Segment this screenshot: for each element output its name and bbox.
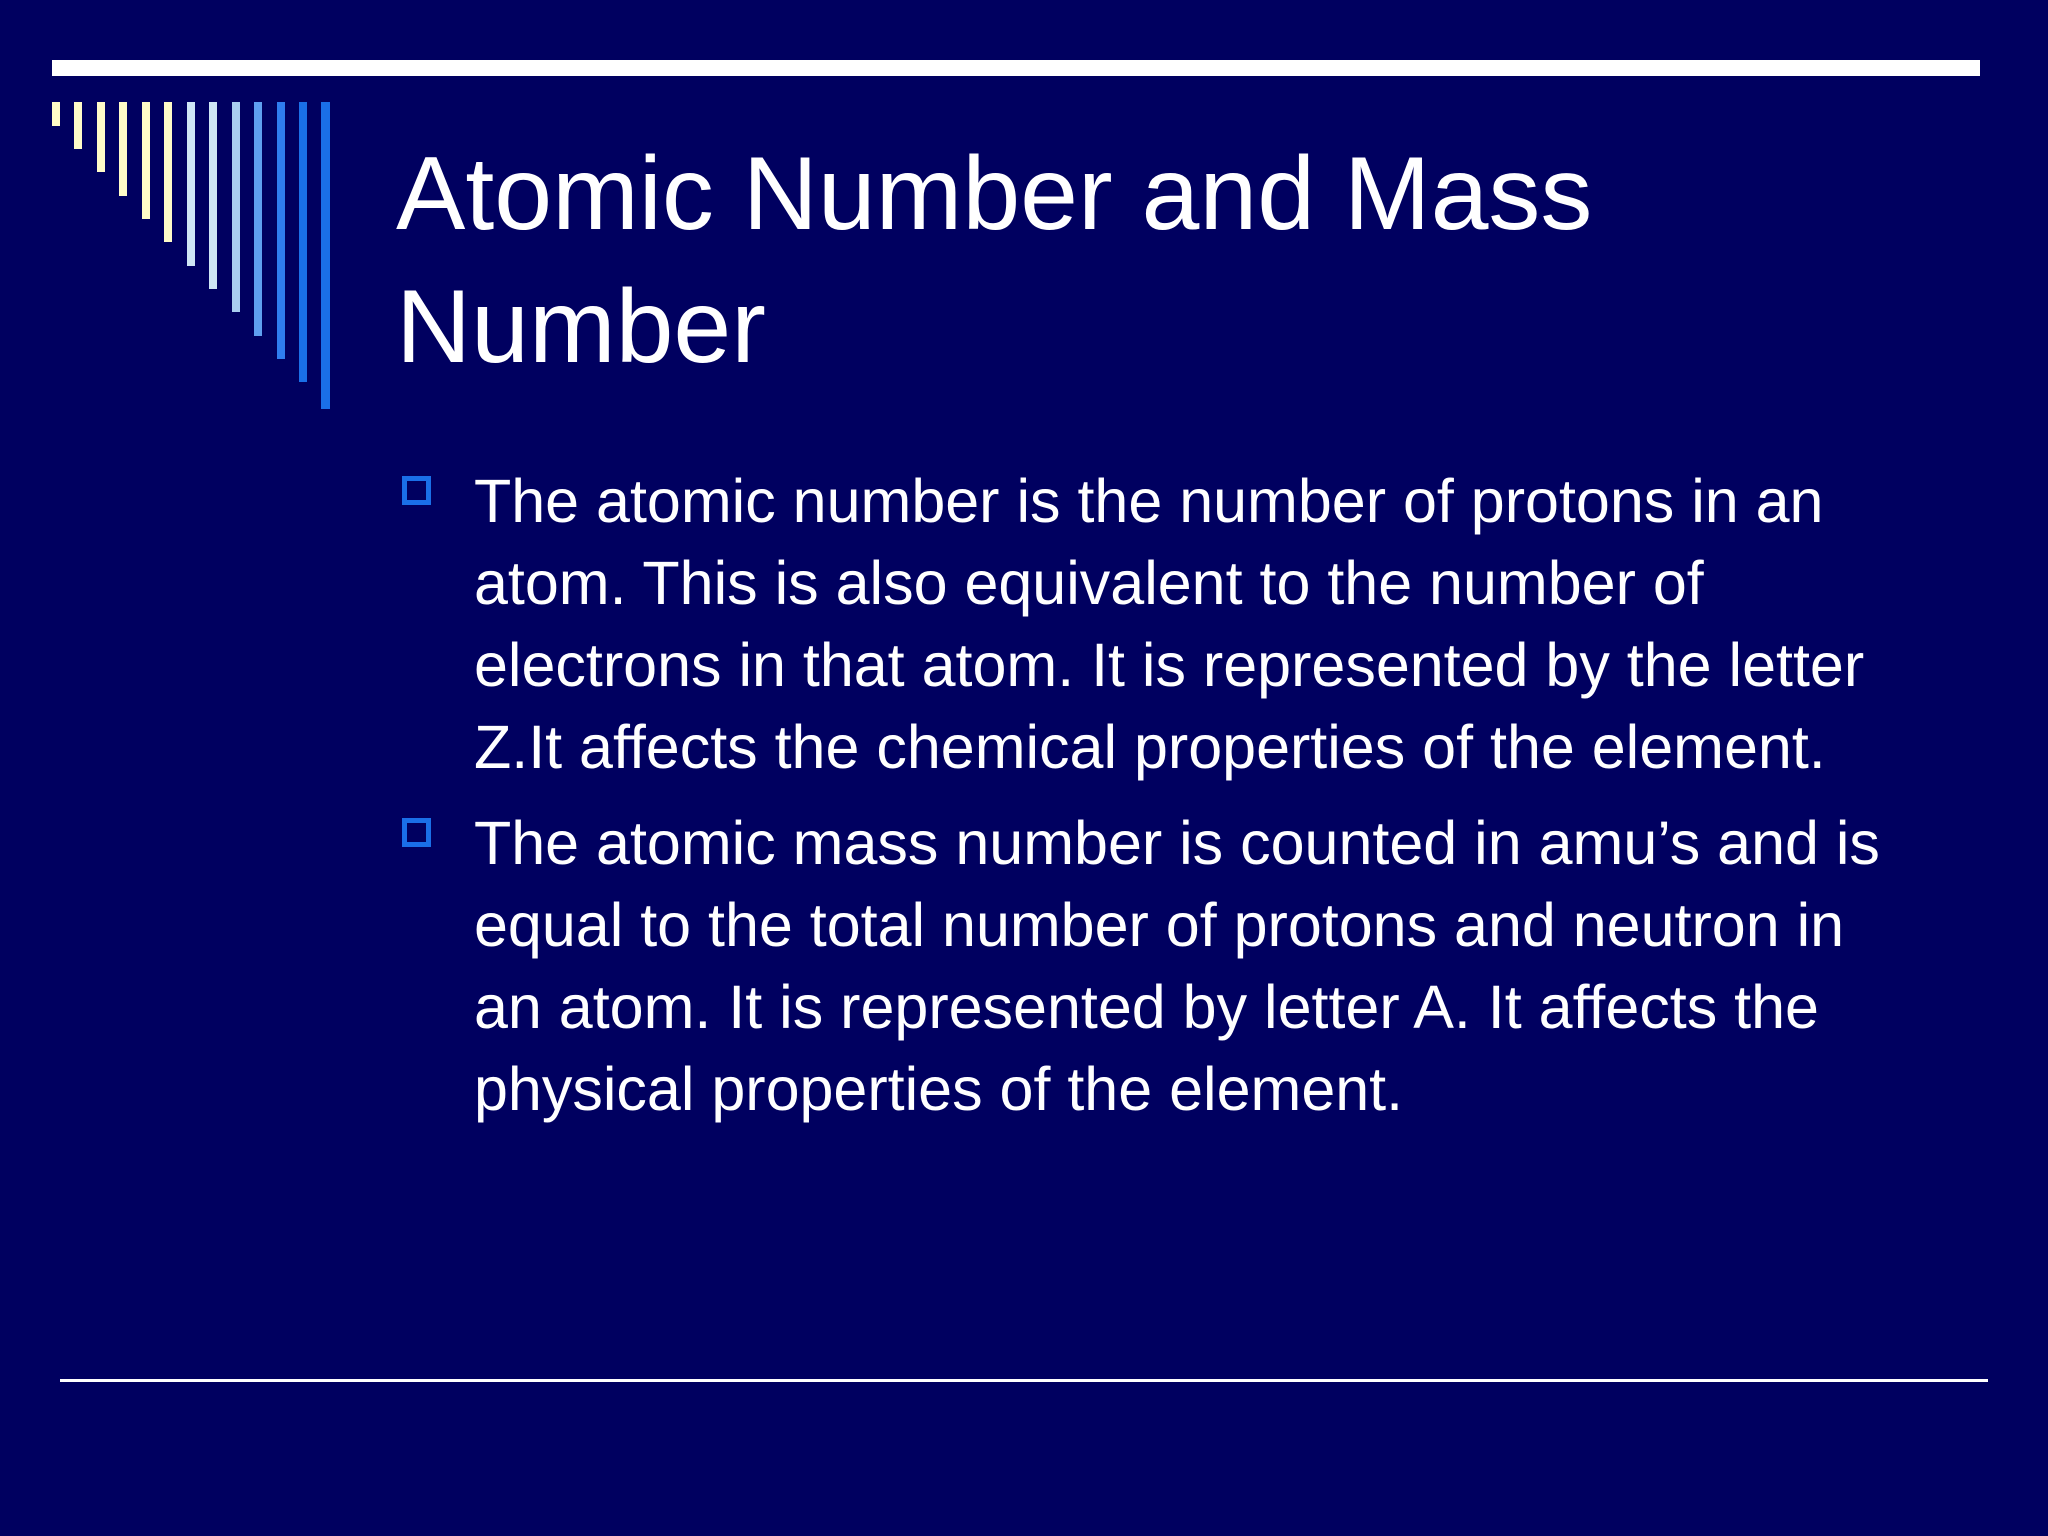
- stripe: [142, 102, 150, 219]
- stripe: [254, 102, 262, 336]
- slide-title: Atomic Number and Mass Number: [396, 136, 1593, 385]
- list-item: [398, 460, 1928, 788]
- bullet-text: The atomic mass number is counted in amu’s and is equal to the total number of protons and neutron in an atom. It is represented by letter A. It affects the physical properties of the element.: [474, 809, 1880, 1123]
- stripe: [52, 102, 60, 126]
- hollow-square-icon: [402, 818, 431, 847]
- stripe: [164, 102, 172, 242]
- hollow-square-icon: [402, 476, 431, 505]
- vertical-stripes-decoration: [0, 0, 340, 420]
- stripe: [232, 102, 240, 312]
- bullet-text: The atomic number is the number of protons in an atom. This is also equivalent to the number of electrons in that atom. It is represented by the letter Z.It affects the chemical properties of the element.: [474, 467, 1865, 781]
- stripe: [277, 102, 285, 359]
- bottom-rule: [60, 1379, 1988, 1382]
- stripe: [187, 102, 195, 266]
- stripe: [97, 102, 105, 172]
- stripe: [74, 102, 82, 149]
- list-item: [398, 802, 1928, 1130]
- stripe: [209, 102, 217, 289]
- top-rule: [52, 60, 1980, 76]
- bullet-list: [398, 460, 1928, 1144]
- stripe: [119, 102, 127, 196]
- stripe: [321, 102, 330, 409]
- stripe: [299, 102, 307, 382]
